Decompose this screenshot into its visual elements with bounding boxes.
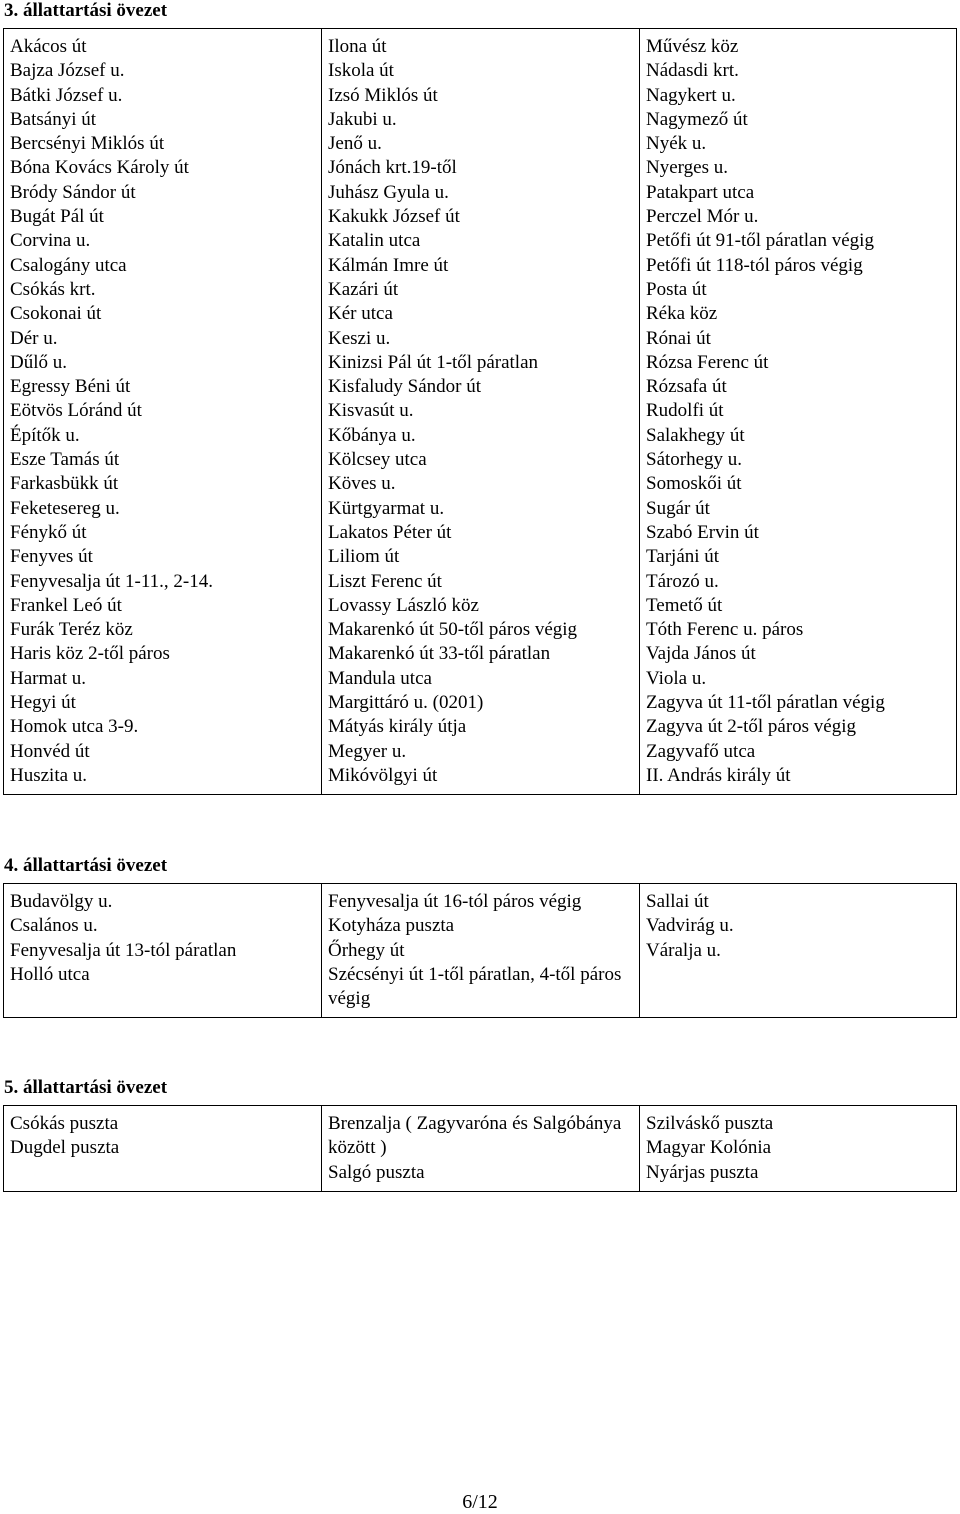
street-name: Makarenkó út 33-től páratlan <box>328 643 551 665</box>
street-column <box>4 29 322 795</box>
street-name: Kotyháza puszta <box>328 915 455 937</box>
street-name: Homok utca 3-9. <box>10 716 139 738</box>
street-name: Akácos út <box>10 36 87 57</box>
street-name: Zagyvafő utca <box>646 740 756 762</box>
street-name: Kinizsi Pál út 1-től páratlan <box>328 351 539 373</box>
section-zone-4 <box>3 855 957 1018</box>
street-name: Fenyvesalja út 13-tól páratlan <box>10 939 237 961</box>
street-name: Csokonai út <box>10 303 102 325</box>
street-name: Jakubi u. <box>328 108 397 130</box>
street-name: Tározó u. <box>646 570 719 592</box>
street-name: Építők u. <box>10 424 80 446</box>
street-column <box>640 1106 957 1192</box>
street-name: Szilváskő puszta <box>646 1113 774 1134</box>
street-name: Csókás krt. <box>10 278 96 300</box>
street-name: Corvina u. <box>10 230 91 252</box>
street-name: Kér utca <box>328 303 393 325</box>
street-name: Váralja u. <box>646 939 721 961</box>
street-name: Keszi u. <box>328 327 391 349</box>
street-name: Farkasbükk út <box>10 473 119 495</box>
street-name: Kölcsey utca <box>328 449 427 471</box>
street-name: Bajza József u. <box>10 60 125 82</box>
street-column <box>322 29 640 795</box>
street-name: Nyerges u. <box>646 157 728 179</box>
street-name: Jónách krt.19-től <box>328 157 457 179</box>
street-name: Rózsa Ferenc út <box>646 351 769 373</box>
street-name: Mikóvölgyi út <box>328 764 438 786</box>
street-name: Esze Tamás út <box>10 449 120 471</box>
street-name: Zagyva út 11-től páratlan végig <box>646 692 885 714</box>
street-name: II. András király út <box>646 764 791 786</box>
street-name: Eötvös Lóránd út <box>10 400 142 422</box>
street-name: Margittáró u. (0201) <box>328 692 484 714</box>
street-name: Nyárjas puszta <box>646 1161 759 1183</box>
street-name: Rózsafa út <box>646 376 727 398</box>
street-name: Jenő u. <box>328 133 382 155</box>
street-name: Fenyvesalja út 1-11., 2-14. <box>10 570 213 592</box>
section-zone-5 <box>3 1077 957 1192</box>
street-name: Juhász Gyula u. <box>328 181 449 203</box>
street-name: Dér u. <box>10 327 58 349</box>
street-column <box>640 29 957 795</box>
street-name: Kálmán Imre út <box>328 254 449 276</box>
street-table <box>3 883 957 1018</box>
street-name: Szécsényi út 1-től páratlan, 4-től páros végig <box>328 963 622 1010</box>
street-name: Kakukk József út <box>328 206 460 228</box>
street-name: Ilona út <box>328 36 387 57</box>
street-name: Csalános u. <box>10 915 98 937</box>
street-name: Temető út <box>646 594 723 616</box>
street-name: Kisfaludy Sándor út <box>328 376 482 398</box>
street-name: Petőfi út 91-től páratlan végig <box>646 230 874 252</box>
street-name: Rónai út <box>646 327 711 349</box>
street-name: Brenzalja ( Zagyvaróna és Salgóbánya között ) <box>328 1113 622 1159</box>
street-name: Bátki József u. <box>10 84 123 106</box>
street-name: Perczel Mór u. <box>646 206 759 228</box>
street-name: Kisvasút u. <box>328 400 414 422</box>
street-name: Rudolfi út <box>646 400 724 422</box>
street-column <box>640 884 957 1018</box>
street-name: Mátyás király útja <box>328 716 467 738</box>
street-name: Somoskői út <box>646 473 742 495</box>
street-name: Fénykő út <box>10 521 87 543</box>
street-column <box>322 1106 640 1192</box>
street-name: Kazári út <box>328 278 399 300</box>
street-name: Zagyva út 2-től páros végig <box>646 716 857 738</box>
street-name: Petőfi út 118-tól páros végig <box>646 254 863 276</box>
street-name: Nagykert u. <box>646 84 736 106</box>
street-name: Fenyves út <box>10 546 93 568</box>
street-name: Tarjáni út <box>646 546 720 568</box>
page-number: 6/12 <box>462 1491 498 1513</box>
section-zone-3 <box>3 0 957 795</box>
street-name: Viola u. <box>646 667 707 689</box>
street-name: Tóth Ferenc u. páros <box>646 619 804 641</box>
street-name: Salgó puszta <box>328 1161 425 1183</box>
street-name: Őrhegy út <box>328 939 405 961</box>
street-name: Csókás puszta <box>10 1113 119 1134</box>
street-name: Liliom út <box>328 546 400 568</box>
street-name: Kürtgyarmat u. <box>328 497 445 519</box>
street-name: Patakpart utca <box>646 181 755 203</box>
street-name: Budavölgy u. <box>10 891 113 912</box>
street-name: Kőbánya u. <box>328 424 416 446</box>
street-column <box>4 1106 322 1192</box>
street-name: Sallai út <box>646 891 709 912</box>
street-name: Nagymező út <box>646 108 748 130</box>
street-name: Salakhegy út <box>646 424 745 446</box>
street-name: Feketesereg u. <box>10 497 120 519</box>
street-name: Megyer u. <box>328 740 407 762</box>
street-name: Lakatos Péter út <box>328 521 452 543</box>
street-name: Vadvirág u. <box>646 915 734 937</box>
street-column <box>4 884 322 1018</box>
street-name: Haris köz 2-től páros <box>10 643 170 665</box>
street-name: Hegyi út <box>10 692 76 714</box>
street-name: Lovassy László köz <box>328 594 479 616</box>
street-name: Iskola út <box>328 60 394 82</box>
street-name: Mandula utca <box>328 667 432 689</box>
street-name: Izsó Miklós út <box>328 84 438 106</box>
street-name: Sátorhegy u. <box>646 449 743 471</box>
street-name: Vajda János út <box>646 643 756 665</box>
section-title: 3. állattartási övezet <box>4 0 168 21</box>
street-name: Köves u. <box>328 473 396 495</box>
street-name: Nádasdi krt. <box>646 60 739 82</box>
street-name: Nyék u. <box>646 133 707 155</box>
street-name: Bóna Kovács Károly út <box>10 157 189 179</box>
street-name: Magyar Kolónia <box>646 1137 772 1159</box>
street-name: Liszt Ferenc út <box>328 570 442 592</box>
street-name: Dugdel puszta <box>10 1137 120 1159</box>
street-name: Frankel Leó út <box>10 594 122 616</box>
street-column <box>322 884 640 1018</box>
street-name: Honvéd út <box>10 740 90 762</box>
street-name: Művész köz <box>646 36 739 57</box>
street-table <box>3 1105 957 1192</box>
street-name: Réka köz <box>646 303 718 325</box>
street-name: Katalin utca <box>328 230 421 252</box>
street-name: Egressy Béni út <box>10 376 131 398</box>
street-name: Furák Teréz köz <box>10 619 133 641</box>
section-title: 4. állattartási övezet <box>4 855 168 876</box>
street-name: Bercsényi Miklós út <box>10 133 165 155</box>
street-name: Makarenkó út 50-től páros végig <box>328 619 578 641</box>
street-table <box>3 28 957 795</box>
street-name: Szabó Ervin út <box>646 521 759 543</box>
street-name: Dűlő u. <box>10 351 67 373</box>
street-name: Csalogány utca <box>10 254 127 276</box>
section-title: 5. állattartási övezet <box>4 1077 168 1098</box>
street-name: Bugát Pál út <box>10 206 104 228</box>
street-name: Holló utca <box>10 963 90 985</box>
street-name: Batsányi út <box>10 108 97 130</box>
street-name: Harmat u. <box>10 667 86 689</box>
street-name: Bródy Sándor út <box>10 181 136 203</box>
street-name: Sugár út <box>646 497 710 519</box>
street-name: Posta út <box>646 278 707 300</box>
street-name: Fenyvesalja út 16-tól páros végig <box>328 891 582 912</box>
street-name: Huszita u. <box>10 764 88 786</box>
